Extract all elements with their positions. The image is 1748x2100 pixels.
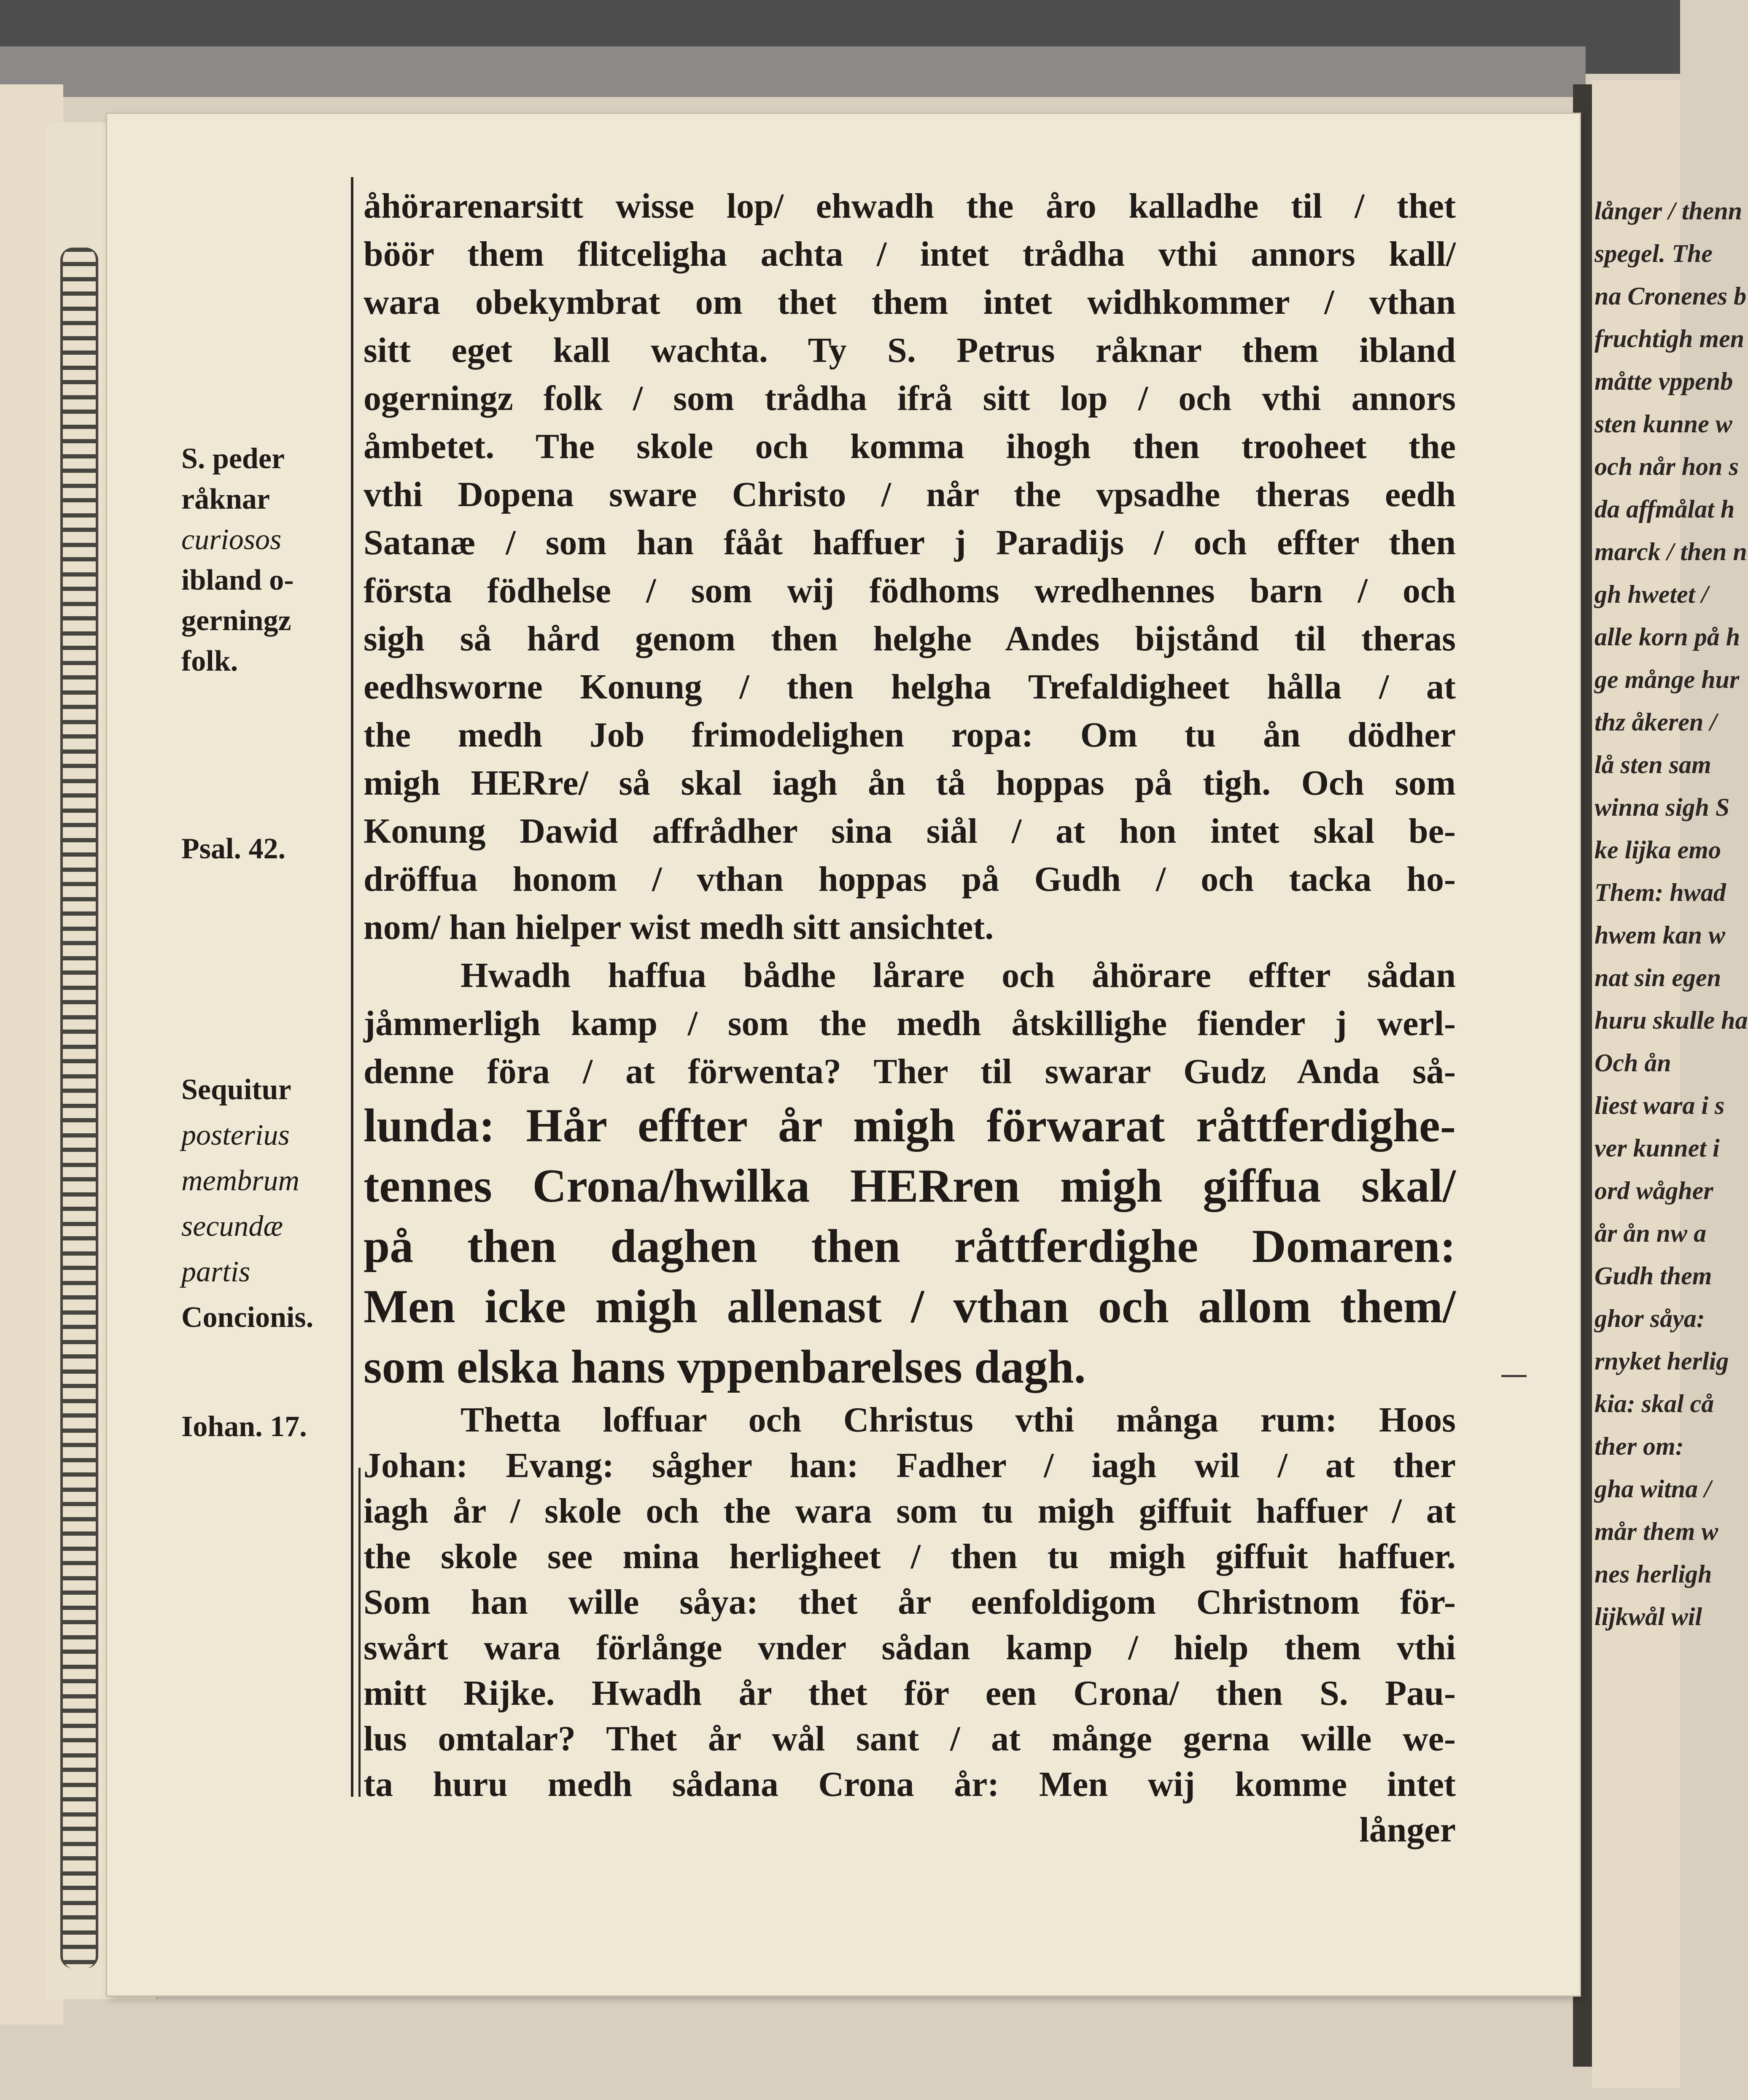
margin-rule — [351, 177, 353, 1797]
text-line: nom/ han hielper wist medh sitt ansichtet. — [364, 908, 994, 947]
facing-page-line: winna sigh S — [1594, 793, 1730, 821]
text-line: lunda: Hår effter år migh förwarat råttferdighe- — [364, 1100, 1456, 1152]
ornamental-border — [60, 248, 98, 1968]
facing-page-line: liest wara i s — [1594, 1092, 1725, 1119]
marginal-note-sequitur — [181, 1067, 313, 1340]
margin-rule-lower — [358, 1468, 361, 1797]
catchword: långer — [1359, 1810, 1456, 1849]
text-line: ta huru medh sådana Crona år: Men wij komme intet — [364, 1765, 1456, 1804]
text-line: mitt Rijke. Hwadh år thet för een Crona/ then S. Pau- — [364, 1674, 1456, 1713]
facing-page-line: Gudh them — [1594, 1262, 1712, 1290]
text-line: Satanæ / som han fååt haffuer j Paradijs / och effter then — [364, 523, 1456, 562]
facing-page-line: ge månge hur — [1594, 666, 1740, 693]
text-line: tennes Crona/hwilka HERren migh giffua skal/ — [364, 1160, 1456, 1212]
marginal-line: curiosos — [181, 523, 282, 556]
text-line: dröffua honom / vthan hoppas på Gudh / och tacka ho- — [364, 860, 1456, 899]
facing-page-line: alle korn på h — [1594, 623, 1740, 651]
facing-page-line: ord wågher — [1594, 1177, 1713, 1205]
facing-page — [1592, 80, 1748, 2088]
facing-page-line: da affmålat h — [1594, 495, 1735, 523]
text-line: jåmmerligh kamp / som the medh åtskillighe fiender j werl- — [364, 1004, 1456, 1043]
facing-page-line: hwem kan w — [1594, 921, 1726, 949]
facing-page-line: ther om: — [1594, 1432, 1684, 1460]
facing-page-line: Och ån — [1594, 1049, 1671, 1077]
marginal-line: Psal. 42. — [181, 833, 285, 865]
text-line: denne föra / at förwenta? Ther til swarar Gudz Anda så- — [364, 1052, 1456, 1091]
marginal-line: folk. — [181, 645, 238, 677]
facing-page-line: nat sin egen — [1594, 964, 1721, 992]
facing-page-line: och når hon s — [1594, 453, 1739, 480]
main-text-block — [364, 182, 1456, 1853]
text-line: lus omtalar? Thet år wål sant / at månge gerna wille we- — [364, 1719, 1456, 1758]
text-line: Hwadh haffua bådhe lårare och åhörare effter sådan — [461, 956, 1456, 995]
marginal-line: gerningz — [181, 604, 291, 637]
marginal-line: Sequitur — [181, 1073, 291, 1106]
facing-page-line: ghor såya: — [1594, 1305, 1705, 1332]
text-line: sigh så hård genom then helghe Andes bijstånd til theras — [364, 619, 1456, 658]
facing-page-line: måtte vppenb — [1594, 367, 1733, 395]
facing-page-line: rnyket herlig — [1594, 1347, 1729, 1375]
text-line: iagh år / skole och the wara som tu migh giffuit haffuer / at — [364, 1491, 1456, 1531]
text-line: första födhelse / som wij födhoms wredhennes barn / och — [364, 571, 1456, 610]
facing-page-line: spegel. The — [1594, 240, 1713, 267]
facing-page-line: thz åkeren / — [1594, 708, 1717, 736]
facing-page-line: år ån nw a — [1594, 1219, 1707, 1247]
marginal-line: Iohan. 17. — [181, 1410, 307, 1443]
facing-page-line: na Cronenes b — [1594, 282, 1747, 310]
marginal-line: S. peder — [181, 442, 285, 475]
text-line: Johan: Evang: sågher han: Fadher / iagh wil / at ther — [364, 1446, 1456, 1485]
margin-mark — [1501, 1375, 1527, 1377]
marginal-line: råknar — [181, 483, 270, 515]
marginal-line: secundæ — [181, 1210, 283, 1243]
marginal-note-peder — [181, 439, 294, 682]
marginal-line: Concionis. — [181, 1301, 314, 1334]
text-line: åmbetet. The skole och komma ihogh then trooheet the — [364, 427, 1456, 466]
facing-page-line: sten kunne w — [1594, 410, 1732, 438]
facing-page-line: Them: hwad — [1594, 879, 1726, 906]
marginal-note-iohan — [181, 1407, 307, 1447]
facing-page-line: långer / thenn — [1594, 197, 1743, 225]
facing-page-line: ver kunnet i — [1594, 1134, 1720, 1162]
marginal-line: membrum — [181, 1165, 299, 1197]
text-line: swårt wara förlånge vnder sådan kamp / hielp them vthi — [364, 1628, 1456, 1667]
text-line: på then daghen then råttferdighe Domaren: — [364, 1220, 1456, 1272]
text-line: som elska hans vppenbarelses dagh. — [364, 1341, 1086, 1393]
text-line: böör them flitceligha achta / intet trådha vthi annors kall/ — [364, 235, 1456, 274]
text-line: Men icke migh allenast / vthan och allom them/ — [364, 1280, 1456, 1333]
marginal-line: posterius — [181, 1119, 290, 1151]
facing-page-line: lijkwål wil — [1594, 1603, 1702, 1631]
facing-page-line: mår them w — [1594, 1518, 1718, 1545]
text-line: åhörarenarsitt wisse lop/ ehwadh the åro kalladhe til / thet — [364, 186, 1456, 226]
text-line: wara obekymbrat om thet them intet widhkommer / vthan — [364, 283, 1456, 322]
text-line: eedhsworne Konung / then helgha Trefaldigheet hålla / at — [364, 667, 1456, 706]
text-line: sitt eget kall wachta. Ty S. Petrus råknar them ibland — [364, 331, 1456, 370]
facing-page-line: huru skulle ha — [1594, 1006, 1748, 1034]
facing-page-line: marck / then n — [1594, 538, 1747, 566]
facing-page-line: lå sten sam — [1594, 751, 1711, 779]
text-line: Som han wille såya: thet år eenfoldigom Christnom för- — [364, 1582, 1456, 1622]
facing-page-line: kia: skal cå — [1594, 1390, 1714, 1418]
marginal-line: partis — [181, 1256, 250, 1288]
text-line: the skole see mina herligheet / then tu migh giffuit haffuer. — [364, 1537, 1456, 1576]
text-line: vthi Dopena sware Christo / når the vpsadhe theras eedh — [364, 475, 1456, 514]
facing-page-line: gha witna / — [1594, 1475, 1711, 1503]
marginal-line: ibland o- — [181, 564, 294, 596]
text-line: migh HERre/ så skal iagh ån tå hoppas på tigh. Och som — [364, 763, 1456, 803]
facing-page-line: nes herligh — [1594, 1560, 1712, 1588]
text-line: Konung Dawid affrådher sina siål / at hon intet skal be- — [364, 811, 1456, 851]
facing-page-line: ke lijka emo — [1594, 836, 1721, 864]
text-line: ogerningz folk / som trådha ifrå sitt lop / och vthi annors — [364, 379, 1456, 418]
marginal-note-psalm — [181, 829, 285, 869]
text-line: the medh Job frimodelighen ropa: Om tu ån dödher — [364, 715, 1456, 755]
facing-page-line: fruchtigh men — [1594, 325, 1745, 353]
text-line: Thetta loffuar och Christus vthi många rum: Hoos — [461, 1400, 1456, 1440]
scanner-card — [0, 46, 1586, 97]
facing-page-line: gh hwetet / — [1594, 580, 1709, 608]
